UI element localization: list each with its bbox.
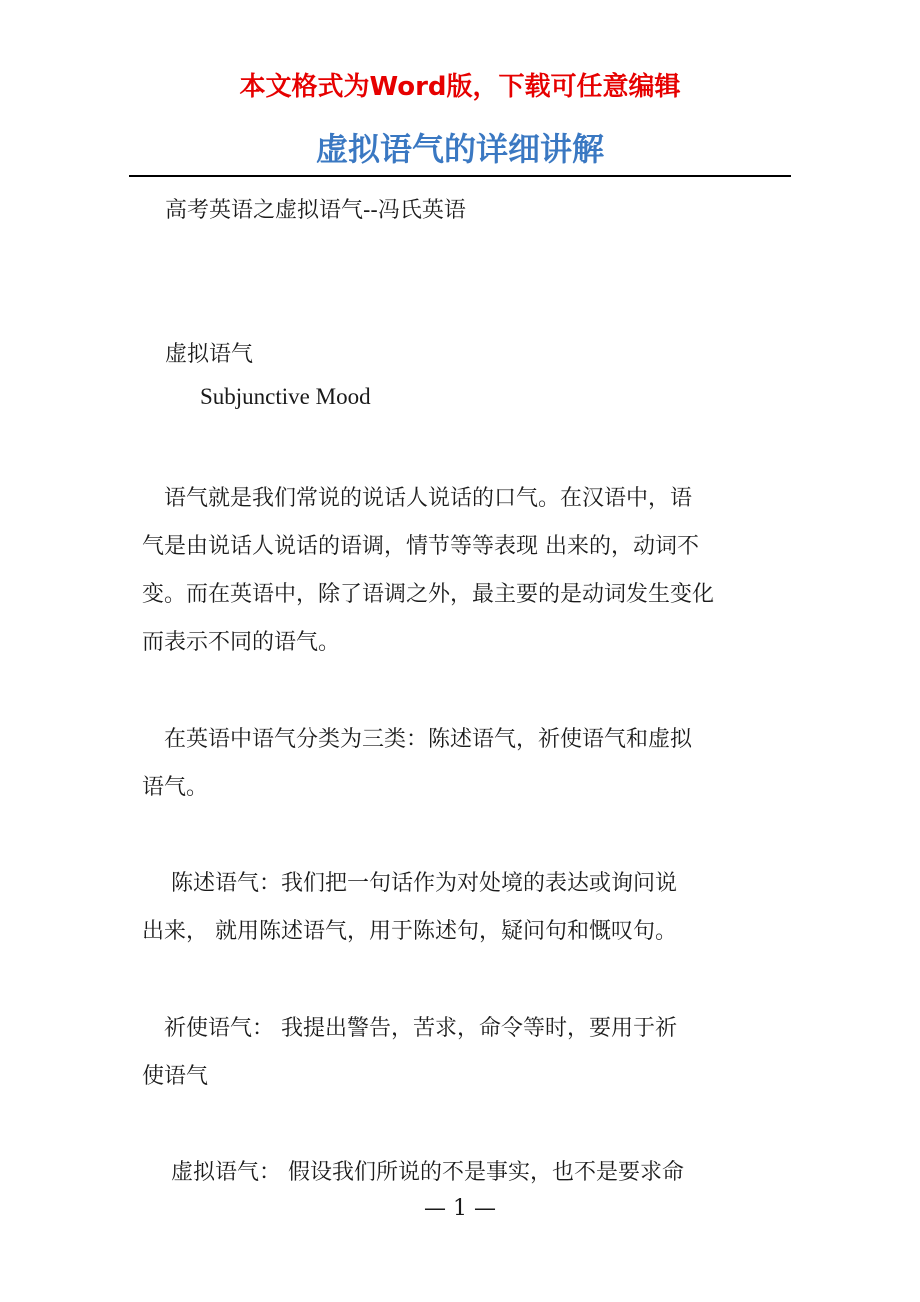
paragraph-line: 虚拟语气： 假设我们所说的不是事实，也不是要求命 bbox=[142, 1160, 684, 1185]
title-divider bbox=[129, 175, 791, 177]
section-heading-en: Subjunctive Mood bbox=[200, 384, 371, 409]
paragraph-line: 而表示不同的语气。 bbox=[142, 630, 341, 655]
paragraph-line: 出来， 就用陈述语气，用于陈述句，疑问句和慨叹句。 bbox=[142, 919, 677, 944]
paragraph-line: 在英语中语气分类为三类：陈述语气，祈使语气和虚拟 bbox=[142, 727, 693, 752]
paragraph-line: 祈使语气： 我提出警告，苦求，命令等时，要用于祈 bbox=[142, 1016, 677, 1041]
paragraph-line: 变。而在英语中，除了语调之外，最主要的是动词发生变化 bbox=[142, 582, 715, 607]
paragraph-line: 陈述语气：我们把一句话作为对处境的表达或询问说 bbox=[142, 871, 677, 896]
format-banner: 本文格式为Word版，下载可任意编辑 bbox=[239, 72, 681, 102]
paragraph-line: 使语气 bbox=[142, 1064, 209, 1089]
paragraph-line: 语气就是我们常说的说话人说话的口气。在汉语中，语 bbox=[142, 486, 693, 511]
section-heading-cn: 虚拟语气 bbox=[165, 342, 254, 367]
paragraph-line: 语气。 bbox=[142, 775, 209, 800]
source-line: 高考英语之虚拟语气--冯氏英语 bbox=[165, 198, 466, 223]
paragraph-line: 气是由说话人说话的语调，情节等等表现 出来的，动词不 bbox=[142, 534, 699, 559]
document-title: 虚拟语气的详细讲解 bbox=[315, 130, 604, 168]
page-number: — 1 — bbox=[424, 1196, 496, 1221]
